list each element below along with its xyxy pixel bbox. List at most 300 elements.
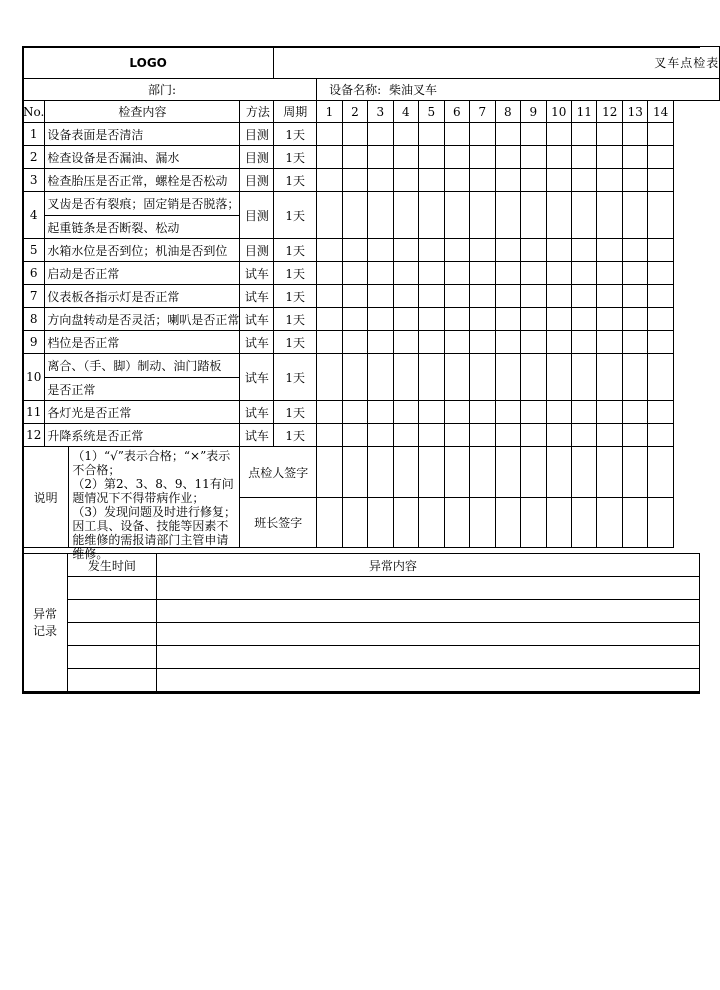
check-cell[interactable] xyxy=(470,285,495,308)
check-cell[interactable] xyxy=(368,447,393,498)
check-cell[interactable] xyxy=(648,123,673,146)
check-cell[interactable] xyxy=(648,424,673,447)
check-cell[interactable] xyxy=(470,331,495,354)
abnormal-label-line1: 异常 xyxy=(32,606,57,621)
col-header-day: 10 xyxy=(546,101,571,123)
abnormal-content-cell[interactable] xyxy=(156,646,699,669)
abnormal-row xyxy=(23,669,700,692)
check-cell[interactable] xyxy=(342,169,367,192)
check-cell[interactable] xyxy=(368,498,393,548)
check-cell[interactable] xyxy=(495,308,520,331)
check-cell[interactable] xyxy=(317,192,342,239)
check-cell[interactable] xyxy=(648,262,673,285)
item-cycle: 1天 xyxy=(274,169,317,192)
check-cell[interactable] xyxy=(342,262,367,285)
check-cell[interactable] xyxy=(648,146,673,169)
item-row xyxy=(23,424,720,447)
check-cell[interactable] xyxy=(495,146,520,169)
check-cell[interactable] xyxy=(495,424,520,447)
check-cell[interactable] xyxy=(572,308,597,331)
check-cell[interactable] xyxy=(622,169,647,192)
check-cell[interactable] xyxy=(648,447,673,498)
check-cell[interactable] xyxy=(342,192,367,239)
col-header-day: 8 xyxy=(495,101,520,123)
check-cell[interactable] xyxy=(470,401,495,424)
item-no: 9 xyxy=(23,331,45,354)
check-cell[interactable] xyxy=(622,401,647,424)
item-no: 12 xyxy=(23,424,45,447)
check-cell[interactable] xyxy=(317,401,342,424)
check-cell[interactable] xyxy=(470,262,495,285)
check-cell[interactable] xyxy=(597,239,622,262)
check-cell[interactable] xyxy=(342,308,367,331)
leader-signature-label: 班长签字 xyxy=(240,498,317,548)
check-cell[interactable] xyxy=(648,354,673,401)
check-cell[interactable] xyxy=(495,498,520,548)
check-cell[interactable] xyxy=(342,146,367,169)
item-no: 5 xyxy=(23,239,45,262)
department-label: 部门: xyxy=(23,79,317,101)
check-cell[interactable] xyxy=(419,285,444,308)
check-cell[interactable] xyxy=(597,123,622,146)
item-cycle: 1天 xyxy=(274,285,317,308)
inspector-signature-label: 点检人签字 xyxy=(240,447,317,498)
check-cell[interactable] xyxy=(546,498,571,548)
item-row xyxy=(23,146,720,169)
col-header-day: 4 xyxy=(393,101,418,123)
note-line: （3）发现问题及时进行修复；因工具、设备、技能等因素不能维修的需报请部门主管申请维修。 xyxy=(72,505,236,561)
check-cell[interactable] xyxy=(419,146,444,169)
check-cell[interactable] xyxy=(317,447,342,498)
check-cell[interactable] xyxy=(317,146,342,169)
item-cycle: 1天 xyxy=(274,308,317,331)
check-cell[interactable] xyxy=(648,239,673,262)
check-cell[interactable] xyxy=(597,192,622,239)
check-cell[interactable] xyxy=(342,447,367,498)
check-cell[interactable] xyxy=(546,447,571,498)
check-cell[interactable] xyxy=(597,308,622,331)
check-cell[interactable] xyxy=(317,169,342,192)
check-cell[interactable] xyxy=(444,424,469,447)
abnormal-record-label xyxy=(23,554,68,692)
item-row xyxy=(23,308,720,331)
note-line: （2）第2、3、8、9、11有问题情况下不得带病作业； xyxy=(72,477,234,505)
item-cycle: 1天 xyxy=(274,123,317,146)
equipment-label: 设备名称: xyxy=(329,83,382,97)
item-row xyxy=(23,401,720,424)
item-cycle: 1天 xyxy=(274,331,317,354)
check-cell[interactable] xyxy=(521,169,546,192)
check-cell[interactable] xyxy=(572,401,597,424)
inspection-table xyxy=(22,46,720,561)
check-cell[interactable] xyxy=(393,447,418,498)
notes-body xyxy=(72,449,236,561)
item-content: 检查胎压是否正常，螺栓是否松动 xyxy=(45,169,240,192)
check-cell[interactable] xyxy=(597,331,622,354)
abnormal-row xyxy=(23,600,700,623)
check-cell[interactable] xyxy=(546,123,571,146)
check-cell[interactable] xyxy=(317,262,342,285)
check-cell[interactable] xyxy=(393,169,418,192)
check-cell[interactable] xyxy=(342,123,367,146)
check-cell[interactable] xyxy=(444,169,469,192)
check-cell[interactable] xyxy=(470,123,495,146)
item-method: 目测 xyxy=(240,239,274,262)
item-no: 1 xyxy=(23,123,45,146)
check-cell[interactable] xyxy=(546,262,571,285)
notes-row xyxy=(23,447,720,498)
check-cell[interactable] xyxy=(317,308,342,331)
check-cell[interactable] xyxy=(470,308,495,331)
item-method: 试车 xyxy=(240,401,274,424)
item-no: 7 xyxy=(23,285,45,308)
check-cell[interactable] xyxy=(648,331,673,354)
check-cell[interactable] xyxy=(546,239,571,262)
check-cell[interactable] xyxy=(546,424,571,447)
check-cell[interactable] xyxy=(648,498,673,548)
abnormal-content-cell[interactable] xyxy=(156,669,699,692)
abnormal-content-cell[interactable] xyxy=(156,623,699,646)
abnormal-time-cell[interactable] xyxy=(67,623,156,646)
item-content: 离合、（手、脚）制动、油门踏板 xyxy=(45,354,240,378)
notes-label: 说明 xyxy=(23,447,69,548)
item-row xyxy=(23,354,720,378)
check-cell[interactable] xyxy=(342,354,367,401)
check-cell[interactable] xyxy=(495,123,520,146)
check-cell[interactable] xyxy=(368,169,393,192)
item-row xyxy=(23,331,720,354)
check-cell[interactable] xyxy=(368,308,393,331)
abnormal-time-cell[interactable] xyxy=(67,600,156,623)
item-no: 4 xyxy=(23,192,45,239)
check-cell[interactable] xyxy=(419,447,444,498)
check-cell[interactable] xyxy=(317,239,342,262)
check-cell[interactable] xyxy=(444,192,469,239)
check-cell[interactable] xyxy=(444,123,469,146)
check-cell[interactable] xyxy=(368,239,393,262)
check-cell[interactable] xyxy=(342,239,367,262)
check-cell[interactable] xyxy=(317,498,342,548)
check-cell[interactable] xyxy=(317,424,342,447)
check-cell[interactable] xyxy=(572,331,597,354)
check-cell[interactable] xyxy=(368,123,393,146)
check-cell[interactable] xyxy=(495,169,520,192)
col-header-cycle: 周期 xyxy=(274,101,317,123)
check-cell[interactable] xyxy=(393,424,418,447)
item-content: 设备表面是否清洁 xyxy=(45,123,240,146)
check-cell[interactable] xyxy=(368,354,393,401)
check-cell[interactable] xyxy=(444,331,469,354)
check-cell[interactable] xyxy=(495,354,520,401)
check-cell[interactable] xyxy=(393,354,418,401)
check-cell[interactable] xyxy=(317,354,342,401)
col-header-method: 方法 xyxy=(240,101,274,123)
check-cell[interactable] xyxy=(444,447,469,498)
col-header-day: 13 xyxy=(622,101,647,123)
check-cell[interactable] xyxy=(470,169,495,192)
item-method: 试车 xyxy=(240,331,274,354)
check-cell[interactable] xyxy=(393,146,418,169)
check-cell[interactable] xyxy=(368,285,393,308)
check-cell[interactable] xyxy=(546,308,571,331)
check-cell[interactable] xyxy=(419,239,444,262)
check-cell[interactable] xyxy=(622,424,647,447)
item-no: 3 xyxy=(23,169,45,192)
item-content: 水箱水位是否到位；机油是否到位 xyxy=(45,239,240,262)
check-cell[interactable] xyxy=(342,401,367,424)
check-cell[interactable] xyxy=(342,498,367,548)
item-content: 升降系统是否正常 xyxy=(45,424,240,447)
check-cell[interactable] xyxy=(470,239,495,262)
item-method: 试车 xyxy=(240,354,274,401)
check-cell[interactable] xyxy=(572,498,597,548)
check-cell[interactable] xyxy=(470,447,495,498)
check-cell[interactable] xyxy=(622,285,647,308)
check-cell[interactable] xyxy=(393,123,418,146)
check-cell[interactable] xyxy=(597,169,622,192)
check-cell[interactable] xyxy=(368,401,393,424)
check-cell[interactable] xyxy=(622,262,647,285)
item-cycle: 1天 xyxy=(274,192,317,239)
check-cell[interactable] xyxy=(393,239,418,262)
check-cell[interactable] xyxy=(521,308,546,331)
check-cell[interactable] xyxy=(597,447,622,498)
check-cell[interactable] xyxy=(597,285,622,308)
check-cell[interactable] xyxy=(521,331,546,354)
check-cell[interactable] xyxy=(648,308,673,331)
check-cell[interactable] xyxy=(368,424,393,447)
item-method: 目测 xyxy=(240,192,274,239)
check-cell[interactable] xyxy=(393,262,418,285)
check-cell[interactable] xyxy=(521,498,546,548)
check-cell[interactable] xyxy=(546,401,571,424)
check-cell[interactable] xyxy=(572,285,597,308)
item-cycle: 1天 xyxy=(274,401,317,424)
check-cell[interactable] xyxy=(622,331,647,354)
check-cell[interactable] xyxy=(521,123,546,146)
item-content: 检查设备是否漏油、漏水 xyxy=(45,146,240,169)
check-cell[interactable] xyxy=(419,331,444,354)
check-cell[interactable] xyxy=(470,498,495,548)
check-cell[interactable] xyxy=(470,424,495,447)
item-method: 目测 xyxy=(240,146,274,169)
item-cycle: 1天 xyxy=(274,354,317,401)
inspection-sheet xyxy=(22,46,720,694)
abnormal-row xyxy=(23,646,700,669)
check-cell[interactable] xyxy=(597,354,622,401)
item-content: 仪表板各指示灯是否正常 xyxy=(45,285,240,308)
check-cell[interactable] xyxy=(648,192,673,239)
item-method: 试车 xyxy=(240,262,274,285)
check-cell[interactable] xyxy=(546,169,571,192)
check-cell[interactable] xyxy=(648,169,673,192)
check-cell[interactable] xyxy=(572,169,597,192)
check-cell[interactable] xyxy=(393,285,418,308)
check-cell[interactable] xyxy=(572,447,597,498)
check-cell[interactable] xyxy=(622,123,647,146)
logo: LOGO xyxy=(23,47,274,79)
col-header-day: 12 xyxy=(597,101,622,123)
item-cycle: 1天 xyxy=(274,146,317,169)
check-cell[interactable] xyxy=(444,354,469,401)
item-no: 8 xyxy=(23,308,45,331)
check-cell[interactable] xyxy=(521,262,546,285)
check-cell[interactable] xyxy=(622,239,647,262)
item-row xyxy=(23,262,720,285)
check-cell[interactable] xyxy=(444,146,469,169)
check-cell[interactable] xyxy=(444,401,469,424)
check-cell[interactable] xyxy=(521,447,546,498)
check-cell[interactable] xyxy=(495,285,520,308)
check-cell[interactable] xyxy=(368,146,393,169)
check-cell[interactable] xyxy=(393,308,418,331)
check-cell[interactable] xyxy=(495,192,520,239)
item-method: 试车 xyxy=(240,424,274,447)
col-header-day: 11 xyxy=(572,101,597,123)
col-header-day: 1 xyxy=(317,101,342,123)
notes-text xyxy=(69,447,240,561)
check-cell[interactable] xyxy=(572,192,597,239)
check-cell[interactable] xyxy=(546,192,571,239)
col-header-day: 2 xyxy=(342,101,367,123)
item-no: 10 xyxy=(23,354,45,401)
check-cell[interactable] xyxy=(622,192,647,239)
check-cell[interactable] xyxy=(393,192,418,239)
check-cell[interactable] xyxy=(444,498,469,548)
col-header-day: 14 xyxy=(648,101,673,123)
check-cell[interactable] xyxy=(546,331,571,354)
check-cell[interactable] xyxy=(495,447,520,498)
check-cell[interactable] xyxy=(419,192,444,239)
content-header: 异常内容 xyxy=(156,554,699,577)
check-cell[interactable] xyxy=(546,146,571,169)
item-content: 方向盘转动是否灵活；喇叭是否正常 xyxy=(45,308,240,331)
item-content: 是否正常 xyxy=(45,378,240,401)
check-cell[interactable] xyxy=(368,192,393,239)
abnormal-time-cell[interactable] xyxy=(67,577,156,600)
check-cell[interactable] xyxy=(317,285,342,308)
check-cell[interactable] xyxy=(622,498,647,548)
abnormal-row xyxy=(23,623,700,646)
check-cell[interactable] xyxy=(597,498,622,548)
check-cell[interactable] xyxy=(419,498,444,548)
check-cell[interactable] xyxy=(622,146,647,169)
col-header-day: 3 xyxy=(368,101,393,123)
check-cell[interactable] xyxy=(419,308,444,331)
check-cell[interactable] xyxy=(419,401,444,424)
check-cell[interactable] xyxy=(470,354,495,401)
check-cell[interactable] xyxy=(495,331,520,354)
time-header: 发生时间 xyxy=(67,554,156,577)
check-cell[interactable] xyxy=(546,285,571,308)
check-cell[interactable] xyxy=(470,192,495,239)
check-cell[interactable] xyxy=(572,354,597,401)
check-cell[interactable] xyxy=(317,331,342,354)
check-cell[interactable] xyxy=(419,169,444,192)
check-cell[interactable] xyxy=(597,146,622,169)
check-cell[interactable] xyxy=(648,401,673,424)
item-row xyxy=(23,123,720,146)
check-cell[interactable] xyxy=(317,123,342,146)
check-cell[interactable] xyxy=(342,331,367,354)
check-cell[interactable] xyxy=(648,285,673,308)
check-cell[interactable] xyxy=(521,401,546,424)
item-cycle: 1天 xyxy=(274,262,317,285)
check-cell[interactable] xyxy=(470,146,495,169)
check-cell[interactable] xyxy=(572,146,597,169)
check-cell[interactable] xyxy=(597,401,622,424)
check-cell[interactable] xyxy=(419,262,444,285)
check-cell[interactable] xyxy=(444,285,469,308)
check-cell[interactable] xyxy=(368,262,393,285)
col-header-day: 6 xyxy=(444,101,469,123)
check-cell[interactable] xyxy=(572,262,597,285)
check-cell[interactable] xyxy=(521,146,546,169)
check-cell[interactable] xyxy=(622,308,647,331)
item-content: 档位是否正常 xyxy=(45,331,240,354)
check-cell[interactable] xyxy=(393,401,418,424)
check-cell[interactable] xyxy=(572,239,597,262)
check-cell[interactable] xyxy=(521,424,546,447)
check-cell[interactable] xyxy=(419,424,444,447)
col-header-day: 7 xyxy=(470,101,495,123)
check-cell[interactable] xyxy=(572,424,597,447)
item-method: 目测 xyxy=(240,123,274,146)
check-cell[interactable] xyxy=(393,498,418,548)
check-cell[interactable] xyxy=(495,401,520,424)
equipment-name: 柴油叉车 xyxy=(389,83,438,97)
check-cell[interactable] xyxy=(622,354,647,401)
check-cell[interactable] xyxy=(546,354,571,401)
check-cell[interactable] xyxy=(521,192,546,239)
check-cell[interactable] xyxy=(419,123,444,146)
item-row xyxy=(23,239,720,262)
check-cell[interactable] xyxy=(521,285,546,308)
abnormal-time-cell[interactable] xyxy=(67,646,156,669)
abnormal-record-table xyxy=(22,553,700,692)
check-cell[interactable] xyxy=(495,239,520,262)
item-method: 目测 xyxy=(240,169,274,192)
check-cell[interactable] xyxy=(521,239,546,262)
abnormal-content-cell[interactable] xyxy=(156,577,699,600)
note-line: （1）“√”表示合格；“×”表示不合格； xyxy=(72,449,231,477)
item-method: 试车 xyxy=(240,285,274,308)
check-cell[interactable] xyxy=(342,285,367,308)
check-cell[interactable] xyxy=(393,331,418,354)
check-cell[interactable] xyxy=(572,123,597,146)
check-cell[interactable] xyxy=(444,262,469,285)
check-cell[interactable] xyxy=(597,424,622,447)
item-cycle: 1天 xyxy=(274,424,317,447)
item-content: 起重链条是否断裂、松动 xyxy=(45,216,240,239)
check-cell[interactable] xyxy=(521,354,546,401)
check-cell[interactable] xyxy=(444,308,469,331)
item-row xyxy=(23,169,720,192)
abnormal-content-cell[interactable] xyxy=(156,600,699,623)
check-cell[interactable] xyxy=(342,424,367,447)
check-cell[interactable] xyxy=(444,239,469,262)
check-cell[interactable] xyxy=(622,447,647,498)
col-header-day: 9 xyxy=(521,101,546,123)
check-cell[interactable] xyxy=(419,354,444,401)
check-cell[interactable] xyxy=(368,331,393,354)
item-content: 叉齿是否有裂痕；固定销是否脱落； xyxy=(45,192,240,216)
item-row xyxy=(23,192,720,216)
abnormal-row xyxy=(23,577,700,600)
abnormal-time-cell[interactable] xyxy=(67,669,156,692)
check-cell[interactable] xyxy=(597,262,622,285)
check-cell[interactable] xyxy=(495,262,520,285)
